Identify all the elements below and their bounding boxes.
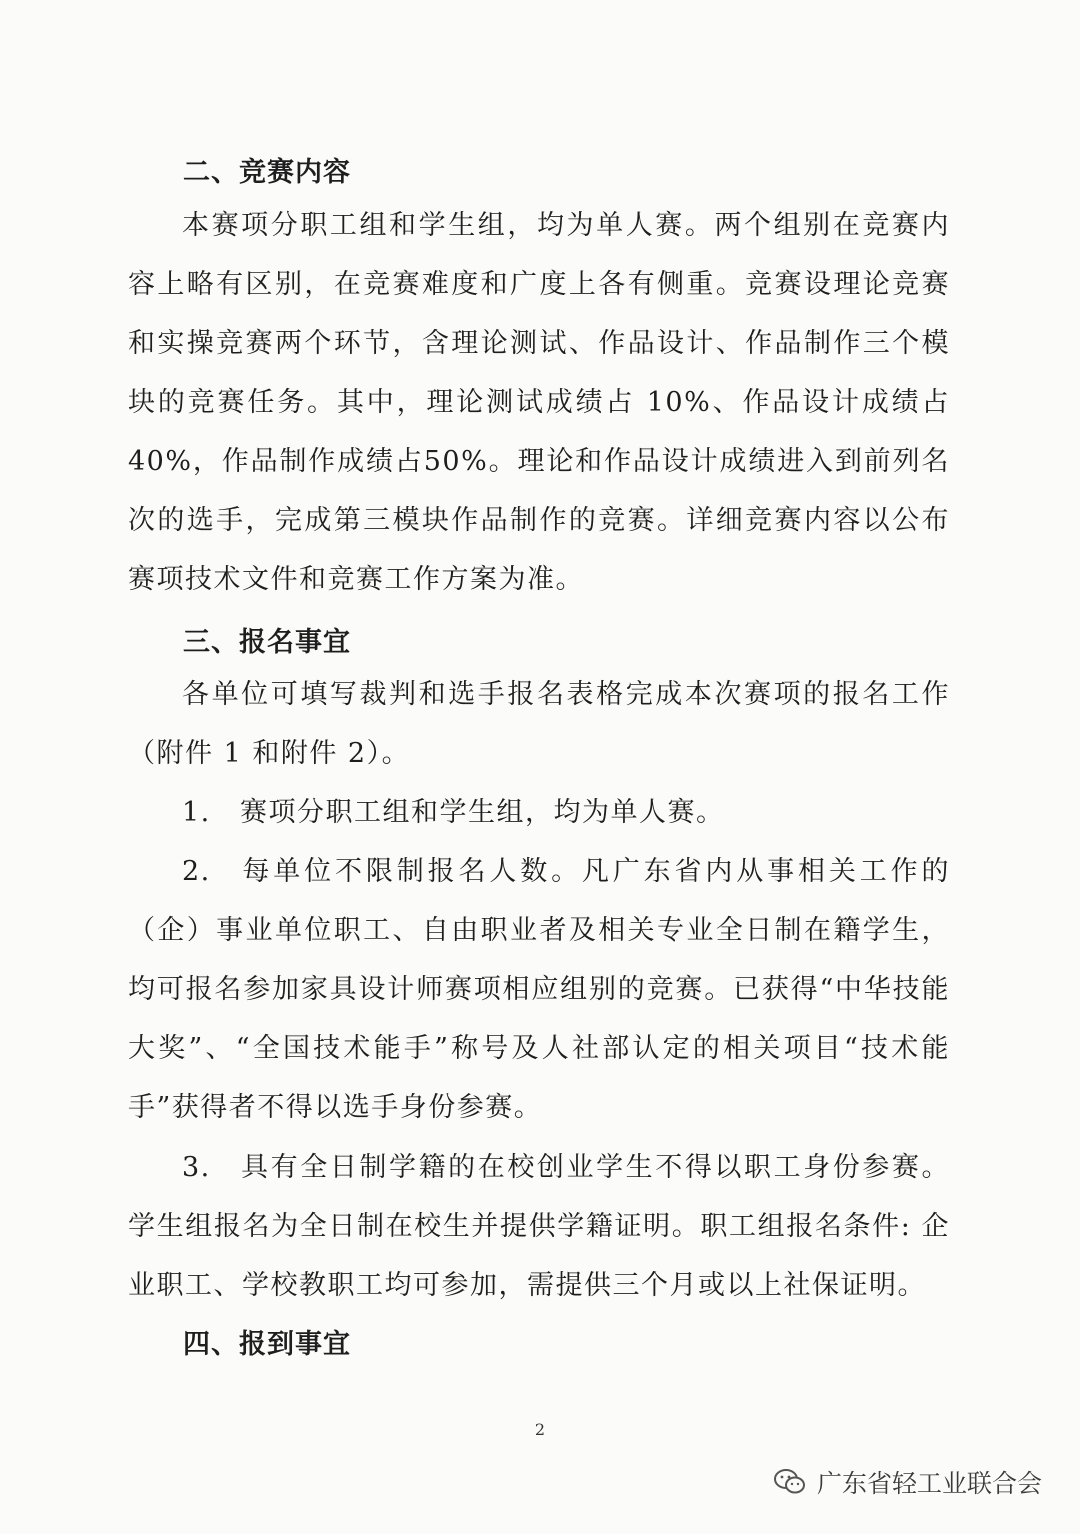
registration-item-2 <box>128 842 950 1137</box>
item-text: 赛项分职工组和学生组，均为单人赛。 <box>240 797 725 828</box>
wechat-icon <box>773 1467 807 1497</box>
registration-item-3 <box>128 1138 950 1315</box>
section-heading-check-in: 四、报到事宜 <box>183 1329 351 1360</box>
page-number: 2 <box>534 1420 546 1439</box>
item-number: 2. <box>182 856 211 887</box>
item-number: 3. <box>182 1152 211 1183</box>
wechat-watermark <box>773 1464 1042 1500</box>
section-heading-registration: 三、报名事宜 <box>183 627 351 658</box>
item-text: 每单位不限制报名人数。凡广东省内从事相关工作的（企）事业单位职工、自由职业者及相关专业全日制在籍学生，均可报名参加家具设计师赛项相应组别的竞赛。已获得“中华技能大奖”、“全国技术能手”称号及人社部认定的相关项目“技术能手”获得者不得以选手身份参赛。 <box>128 856 950 1123</box>
watermark-text: 广东省轻工业联合会 <box>816 1469 1042 1498</box>
competition-content-paragraph: 本赛项分职工组和学生组，均为单人赛。两个组别在竞赛内容上略有区别，在竞赛难度和广度上各有侧重。竞赛设理论竞赛和实操竞赛两个环节，含理论测试、作品设计、作品制作三个模块的竞赛任务。其中，理论测试成绩占 10%、作品设计成绩占 40%，作品制作成绩占50%。理论和作品设计成绩进入到前列名次的选手，完成第三模块作品制作的竞赛。详细竞赛内容以公布赛项技术文件和竞赛工作方案为准。 <box>128 210 950 595</box>
registration-intro-paragraph: 各单位可填写裁判和选手报名表格完成本次赛项的报名工作（附件 1 和附件 2）。 <box>128 679 950 769</box>
registration-item-1 <box>128 783 950 842</box>
item-number: 1. <box>182 797 211 828</box>
section-heading-competition-content: 二、竞赛内容 <box>183 157 351 188</box>
item-text: 具有全日制学籍的在校创业学生不得以职工身份参赛。学生组报名为全日制在校生并提供学籍证明。职工组报名条件: 企业职工、学校教职工均可参加，需提供三个月或以上社保证明。 <box>128 1152 950 1301</box>
